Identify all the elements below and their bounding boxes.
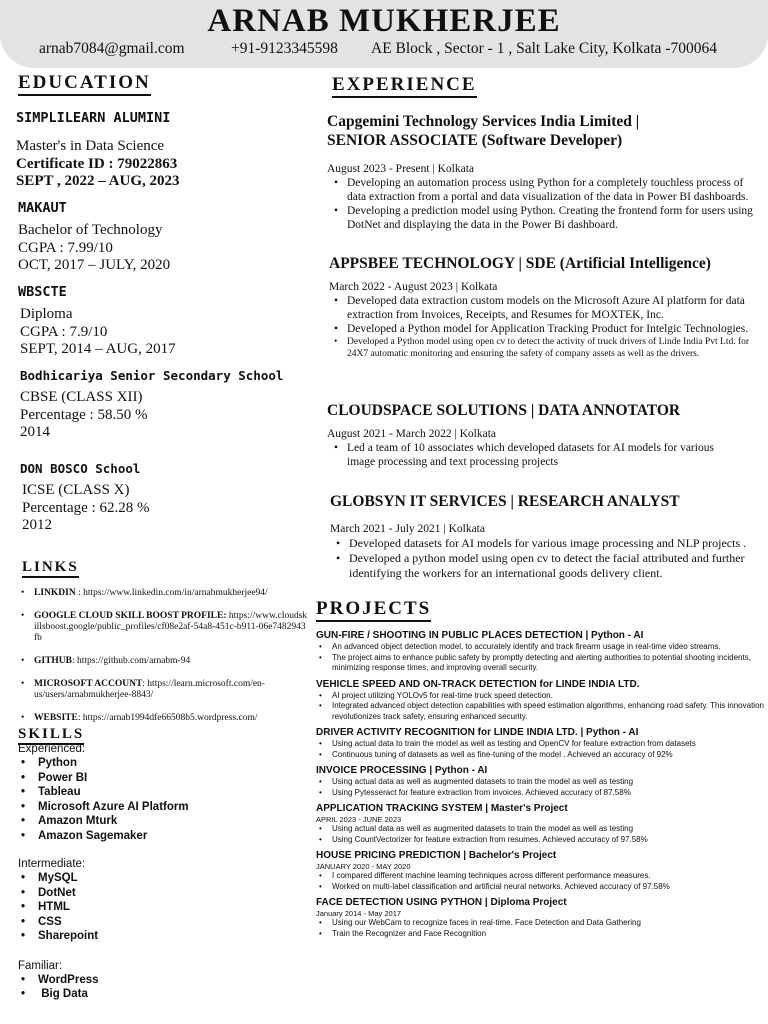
- project-date: January 2014 - May 2017: [316, 909, 402, 918]
- skill-item: • Amazon Sagemaker: [18, 829, 308, 844]
- project-entry: [316, 850, 766, 892]
- project-bullet: • Using CountVectorizer for feature extraction from resumes. Achieved accuracy of 97.58%: [316, 835, 766, 846]
- projects-heading: PROJECTS: [316, 598, 431, 622]
- project-bullet: • Worked on multi-label classification and artificial neural networks. Achieved accuracy of 97.58%: [316, 882, 766, 893]
- link-item-linkedin[interactable]: [18, 588, 308, 599]
- skill-item: • Python: [18, 756, 308, 771]
- skill-level-label: Intermediate:: [18, 858, 86, 870]
- education-line: SEPT , 2022 – AUG, 2023: [16, 173, 180, 189]
- education-line: ICSE (CLASS X): [22, 482, 130, 498]
- project-bullet: • AI project utilizing YOLOv5 for real-time truck speed detection.: [316, 691, 766, 702]
- project-title: APPLICATION TRACKING SYSTEM | Master's Project: [316, 803, 568, 814]
- candidate-name: ARNAB MUKHERJEE: [207, 3, 561, 39]
- project-entry: [316, 897, 766, 939]
- project-bullet: • Using our WebCam to recognize faces in real-time. Face Detection and Data Gathering: [316, 918, 766, 929]
- school-name: DON BOSCO School: [20, 461, 141, 476]
- education-line: Bachelor of Technology: [18, 222, 163, 238]
- link-url[interactable]: : https://learn.microsoft.com/en-us/users/arnabmukherjee-8843/: [34, 679, 265, 700]
- school-name: MAKAUT: [18, 200, 67, 216]
- link-label: MICROSOFT ACCOUNT: [34, 679, 143, 689]
- skill-item: • Amazon Mturk: [18, 814, 308, 829]
- project-bullet: • Train the Recognizer and Face Recognition: [316, 929, 766, 940]
- job-bullet: • Developed a python model using open cv to detect the facial attributed and further identifying the workers for an international goods delivery client.: [333, 551, 766, 581]
- project-title: VEHICLE SPEED AND ON-TRACK DETECTION for LINDE INDIA LTD.: [316, 678, 640, 690]
- project-title: INVOICE PROCESSING | Python - AI: [316, 765, 488, 776]
- skill-list-familiar: [18, 973, 308, 1002]
- project-bullets: [316, 691, 766, 723]
- job-bullets: [331, 294, 765, 336]
- project-bullets: [316, 777, 766, 798]
- education-line: CGPA : 7.99/10: [18, 239, 113, 256]
- project-title: GUN-FIRE / SHOOTING IN PUBLIC PLACES DETECTION | Python - AI: [316, 630, 644, 641]
- project-bullet: • An advanced object detection model, to accurately identify and track firearm usage in real-time video streams.: [316, 642, 766, 653]
- job-bullets: [331, 441, 741, 469]
- education-line: OCT, 2017 – JULY, 2020: [18, 257, 171, 273]
- link-item-microsoft[interactable]: [18, 679, 308, 701]
- skill-item: • Big Data: [18, 987, 308, 1002]
- job-date: August 2021 - March 2022 | Kolkata: [327, 428, 497, 440]
- job-bullet: • Developing a prediction model using Python. Creating the frontend form for users using DotNet and displaying the data in the Power Bi dashboard.: [331, 204, 765, 232]
- education-line: Certificate ID : 79022863: [16, 155, 178, 172]
- education-entry: [20, 461, 310, 535]
- education-line: Diploma: [20, 306, 73, 322]
- link-label: WEBSITE: [34, 713, 78, 723]
- project-bullets: [316, 918, 766, 939]
- job-bullet: • Developed datasets for AI models for various image processing and NLP projects .: [333, 536, 766, 551]
- project-bullets: [316, 739, 766, 760]
- project-bullet: • Using actual data as well as augmented datasets to train the model as well as testing: [316, 824, 766, 835]
- project-bullets: [316, 824, 766, 845]
- link-label: GOOGLE CLOUD SKILL BOOST PROFILE:: [34, 611, 227, 621]
- education-line: 2014: [20, 424, 50, 440]
- skill-item: • Power BI: [18, 771, 308, 786]
- skill-list-intermediate: [18, 871, 308, 944]
- skill-item: • Tableau: [18, 785, 308, 800]
- link-label: LINKDIN: [34, 588, 76, 598]
- school-name: WBSCTE: [18, 284, 67, 300]
- project-bullet: • Using actual data as well as augmented datasets to train the model as well as testing: [316, 777, 766, 788]
- education-entry: [20, 368, 310, 442]
- project-entry: [316, 765, 766, 798]
- experience-heading: EXPERIENCE: [332, 74, 477, 98]
- job-bullets: [333, 536, 766, 581]
- skill-list-experienced: [18, 756, 308, 843]
- link-label: GITHUB: [34, 656, 73, 666]
- job-bullet: • Developed data extraction custom models on the Microsoft Azure AI platform for data extraction from Invoices, Receipts, and Resumes for MOXTEK, Inc.: [331, 294, 765, 322]
- email-text: arnab7084@gmail.com: [39, 40, 185, 57]
- link-url[interactable]: : https://www.linkedin.com/in/arnabmukherjee94/: [75, 588, 268, 598]
- skill-item: • Microsoft Azure AI Platform: [18, 800, 308, 815]
- link-item-github[interactable]: [18, 656, 308, 667]
- job-bullet: • Developing an automation process using Python for a completely touchless process of data extraction from a portal and data visualization of the data in Power BI dashboards.: [331, 176, 765, 204]
- job-date: March 2022 - August 2023 | Kolkata: [329, 281, 498, 293]
- job-bullet: • Led a team of 10 associates which developed datasets for AI models for various image processing and text processing projects: [331, 441, 741, 469]
- experience-entry: [327, 112, 765, 232]
- skill-level-label: Familiar:: [18, 959, 63, 972]
- education-line: SEPT, 2014 – AUG, 2017: [20, 341, 176, 357]
- project-entry: [316, 727, 766, 760]
- education-entry: [18, 284, 308, 359]
- skill-item: • CSS: [18, 915, 308, 930]
- skills-section: [18, 742, 308, 1002]
- skill-item: • HTML: [18, 900, 308, 915]
- school-name: Bodhicariya Senior Secondary School: [20, 368, 284, 383]
- skill-level-label: Experienced:: [18, 743, 86, 755]
- job-date: March 2021 - July 2021 | Kolkata: [330, 523, 485, 535]
- project-entry: [316, 679, 766, 723]
- header-banner: [0, 0, 768, 68]
- skill-item: • WordPress: [18, 973, 308, 988]
- job-title: CLOUDSPACE SOLUTIONS | DATA ANNOTATOR: [327, 402, 681, 419]
- project-bullets: [316, 871, 766, 892]
- link-url[interactable]: https://www.cloudskillsboost.google/public_profiles/cf08e2af-54a8-451c-b911-06e7482943fb: [34, 611, 308, 643]
- links-list: [18, 588, 308, 736]
- job-bullet: • Developed a Python model for Application Tracking Product for Intelgic Technologies.: [331, 322, 765, 336]
- project-entry: [316, 630, 766, 674]
- link-item-google-cloud[interactable]: [18, 611, 308, 644]
- education-entry: [16, 110, 306, 191]
- education-line: Percentage : 58.50 %: [20, 406, 148, 423]
- project-date: APRIL 2023 - JUNE 2023: [316, 815, 402, 824]
- education-heading: EDUCATION: [18, 72, 151, 96]
- links-heading: LINKS: [22, 558, 79, 578]
- project-entry: [316, 803, 766, 845]
- job-title: APPSBEE TECHNOLOGY | SDE (Artificial Intelligence): [329, 255, 711, 272]
- job-bullet: • Developed a Python model using open cv to detect the activity of truck drivers of Linde India Pvt Ltd. for 24X7 automatic monitoring and ensuring the safety of company assets as well as the drivers.: [331, 336, 765, 360]
- experience-entry: [327, 401, 763, 469]
- link-url[interactable]: : https://arnab1994dfe66508b5.wordpress.com/: [77, 713, 258, 723]
- experience-entry: [329, 254, 765, 360]
- education-line: Master's in Data Science: [16, 138, 165, 154]
- education-line: Percentage : 62.28 %: [22, 499, 150, 516]
- address-text: AE Block , Sector - 1 , Salt Lake City, Kolkata -700064: [371, 40, 717, 57]
- project-title: HOUSE PRICING PREDICTION | Bachelor's Project: [316, 850, 557, 861]
- project-bullet: • Integrated advanced object detection capabilities with speed estimation algorithms, enhancing road safety. This innovation revolutionizes track safety, ensuring enhanced security.: [316, 701, 766, 722]
- link-url[interactable]: : https://github.com/arnabm-94: [72, 656, 191, 666]
- project-bullet: • Using Pytesseract for feature extraction from invoices. Achieved accuracy of 87.58%: [316, 788, 766, 799]
- skill-item: • Sharepoint: [18, 929, 308, 944]
- job-bullets: [331, 336, 765, 360]
- project-bullets: [316, 642, 766, 674]
- project-title: DRIVER ACTIVITY RECOGNITION for LINDE INDIA LTD. | Python - AI: [316, 727, 639, 738]
- project-date: JANUARY 2020 - MAY 2020: [316, 862, 411, 871]
- phone-text: +91-9123345598: [231, 40, 338, 57]
- project-title: FACE DETECTION USING PYTHON | Diploma Project: [316, 897, 567, 908]
- education-line: CBSE (CLASS XII): [20, 389, 143, 405]
- school-name: SIMPLILEARN ALUMINI: [16, 110, 171, 126]
- education-line: 2012: [22, 517, 52, 533]
- job-bullets: [331, 176, 765, 232]
- projects-list: [316, 630, 766, 939]
- skill-item: • DotNet: [18, 886, 308, 901]
- job-title: GLOBSYN IT SERVICES | RESEARCH ANALYST: [330, 493, 680, 510]
- project-bullet: • I compared different machine learning techniques across different performance measures.: [316, 871, 766, 882]
- education-entry: [18, 200, 308, 275]
- job-title: Capgemini Technology Services India Limited | SENIOR ASSOCIATE (Software Developer): [327, 113, 640, 149]
- project-bullet: • Continuous tuning of datasets as well as fine-tuning of the model . Achieved an accuracy of 92%: [316, 750, 766, 761]
- job-date: August 2023 - Present | Kolkata: [327, 163, 474, 175]
- link-item-website[interactable]: [18, 713, 308, 724]
- skills-heading: SKILLS: [18, 725, 84, 745]
- experience-entry: [330, 492, 766, 581]
- project-bullet: • Using actual data to train the model as well as testing and OpenCV for feature extraction from datasets: [316, 739, 766, 750]
- education-line: CGPA : 7.9/10: [20, 323, 108, 340]
- skill-item: • MySQL: [18, 871, 308, 886]
- project-bullet: • The project aims to enhance public safety by promptly detecting and alerting authorities to potential shooting incidents, minimizing response times, and improving overall security.: [316, 653, 766, 674]
